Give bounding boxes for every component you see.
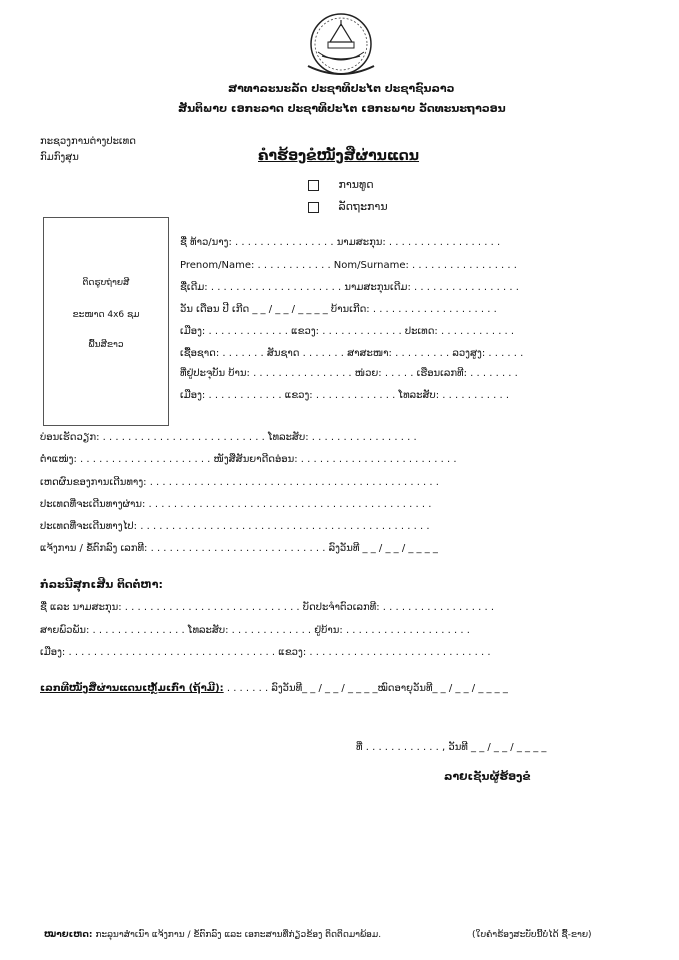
option-official-label: ການທູດ — [338, 178, 374, 191]
field-address-district[interactable]: ເມືອງ: . . . . . . . . . . . . ແຂວງ: . . . . . . . . . . . . . ໂທລະສັບ: . . . . . . . . . . . — [180, 390, 510, 401]
field-emergency-district[interactable]: ເມືອງ: . . . . . . . . . . . . . . . . . . . . . . . . . . . . . . . . . ແຂວງ: . . . . . . . . . . . . . . . . . . . . . . . . . . . . . — [40, 647, 491, 658]
field-address[interactable]: ທີ່ຢູ່ປະຈຸບັນ ບ້ານ: . . . . . . . . . . . . . . . . ໜ່ວຍ: . . . . . ເຮືອນເລກທີ: . . . . . . . . — [180, 368, 518, 379]
field-transit-countries[interactable]: ປະເທດທີ່ຈະເດີນທາງຜ່ານ: . . . . . . . . . . . . . . . . . . . . . . . . . . . . . . . . . . . . . . . . . . . . . — [40, 499, 432, 510]
field-former-name[interactable]: ຊື່ເດີມ: . . . . . . . . . . . . . . . . . . . . . ນາມສະກຸນເດີມ: . . . . . . . . . . . . . . . . . — [180, 282, 519, 293]
field-name-latin[interactable]: Prenom/Name: . . . . . . . . . . . . Nom/Surname: . . . . . . . . . . . . . . . . . — [180, 260, 517, 271]
field-destination-countries[interactable]: ປະເທດທີ່ຈະເດີນທາງໄປ: . . . . . . . . . . . . . . . . . . . . . . . . . . . . . . . . . . . . . . . . . . . . . . — [40, 521, 430, 532]
footer-note-label: ໝາຍເຫດ: — [44, 930, 93, 940]
field-birth[interactable]: ວັນ ເດືອນ ປີ ເກີດ _ _ / _ _ / _ _ _ _ ບ້ານເກີດ: . . . . . . . . . . . . . . . . . . . . — [180, 304, 497, 315]
field-workplace[interactable]: ບ່ອນເຮັດວຽກ: . . . . . . . . . . . . . . . . . . . . . . . . . . ໂທລະສັບ: . . . . . . . . . . . . . . . . . — [40, 432, 417, 443]
field-emergency-name[interactable]: ຊື່ ແລະ ນາມສະກຸນ: . . . . . . . . . . . . . . . . . . . . . . . . . . . . ບັດປະຈຳຕົວເລກທີ: . . . . . . . . . . . . . . . . . . — [40, 602, 495, 613]
field-place-date[interactable]: ທີ່ . . . . . . . . . . . . , ວັນທີ _ _ / _ _ / _ _ _ _ — [356, 742, 547, 753]
option-official[interactable] — [308, 178, 374, 191]
national-motto: ສັນຕິພາບ ເອກະລາດ ປະຊາທິປະໄຕ ເອກະພາບ ວັດທະນະຖາວອນ — [178, 102, 506, 115]
national-title: ສາທາລະນະລັດ ປະຊາທິປະໄຕ ປະຊາຊົນລາວ — [228, 82, 455, 95]
footer-sale-note: (ໃບຄຳຮ້ອງສະບັບນີ້ບໍ່ໄດ້ ຊື້-ຂາຍ) — [472, 930, 592, 940]
field-old-passport[interactable] — [40, 683, 508, 694]
national-emblem-icon — [300, 10, 382, 80]
field-name[interactable]: ຊື່ ທ້າວ/ນາງ: . . . . . . . . . . . . . . . . ນາມສະກຸນ: . . . . . . . . . . . . . . . . . . — [180, 237, 501, 248]
field-notice-number[interactable]: ແຈ້ງການ / ຂໍ້ຕົກລົງ ເລກທີ: . . . . . . . . . . . . . . . . . . . . . . . . . . . . ລົງວັນທີ _ _ / _ _ / _ _ _ _ — [40, 543, 438, 554]
photo-instruction-2: ຂະໜາດ 4x6 ຊມ — [72, 310, 140, 320]
form-title: ຄຳຮ້ອງຂໍໜັງສືຜ່ານແດນ — [258, 148, 420, 164]
field-emergency-relation[interactable]: ສາຍພົວພັນ: . . . . . . . . . . . . . . . ໂທລະສັບ: . . . . . . . . . . . . . ຢູ່ບ້ານ: . . . . . . . . . . . . . . . . . . . . — [40, 625, 470, 636]
field-birth-place[interactable]: ເມືອງ: . . . . . . . . . . . . . ແຂວງ: . . . . . . . . . . . . . ປະເທດ: . . . . . . . . . . . . — [180, 326, 515, 337]
checkbox-official[interactable] — [308, 180, 319, 191]
photo-instruction-1: ຕິດຮູບຖ່າຍສີ — [82, 278, 130, 288]
department-name: ກົມກົງສຸນ — [40, 152, 79, 163]
old-passport-label: ເລກທີໜັງສືຜ່ານແດນເຫຼັ້ມເກົ່າ (ຖ້າມີ): — [40, 683, 224, 694]
signature-label: ລາຍເຊັນຜູ້ຮ້ອງຂໍ — [444, 770, 531, 783]
ministry-name: ກະຊວງການຕ່າງປະເທດ — [40, 136, 136, 147]
option-service-label: ລັດຖະການ — [338, 200, 388, 213]
field-ethnicity[interactable]: ເຊື້ອຊາດ: . . . . . . . ສັນຊາດ . . . . . . . ສາສະໜາ: . . . . . . . . . ລວງສູງ: . . . . . . — [180, 348, 524, 359]
option-service[interactable] — [308, 200, 388, 213]
footer-note-text: ກະລຸນາສຳເນົາ ແຈ້ງການ / ຂໍ້ຕົກລົງ ແລະ ເອກະສານທີ່ກ່ຽວຂ້ອງ ຕິດຕິດມາພ້ອມ. — [95, 930, 382, 940]
footer-note — [44, 930, 381, 940]
photo-instruction-3: ພື້ນສີຂາວ — [88, 340, 124, 350]
field-travel-reason[interactable]: ເຫດຜົນຂອງການເດີນທາງ: . . . . . . . . . . . . . . . . . . . . . . . . . . . . . . . . . . . . . . . . . . . . . . — [40, 477, 439, 488]
field-position[interactable]: ຕຳແໜ່ງ: . . . . . . . . . . . . . . . . . . . . . ໜັງສືສັນຍາດີດອ່ອນ: . . . . . . . . . . . . . . . . . . . . . . . . . — [40, 454, 457, 465]
old-passport-fields: . . . . . . . ລົງວັນທີ_ _ / _ _ / _ _ _ _ໝົດອາຍຸວັນທີ_ _ / _ _ / _ _ _ _ — [226, 683, 508, 694]
photo-box[interactable] — [43, 217, 169, 426]
checkbox-service[interactable] — [308, 202, 319, 213]
emergency-heading: ກໍລະນີສຸກເສີນ ຕິດຕໍ່ຫາ: — [40, 578, 163, 591]
